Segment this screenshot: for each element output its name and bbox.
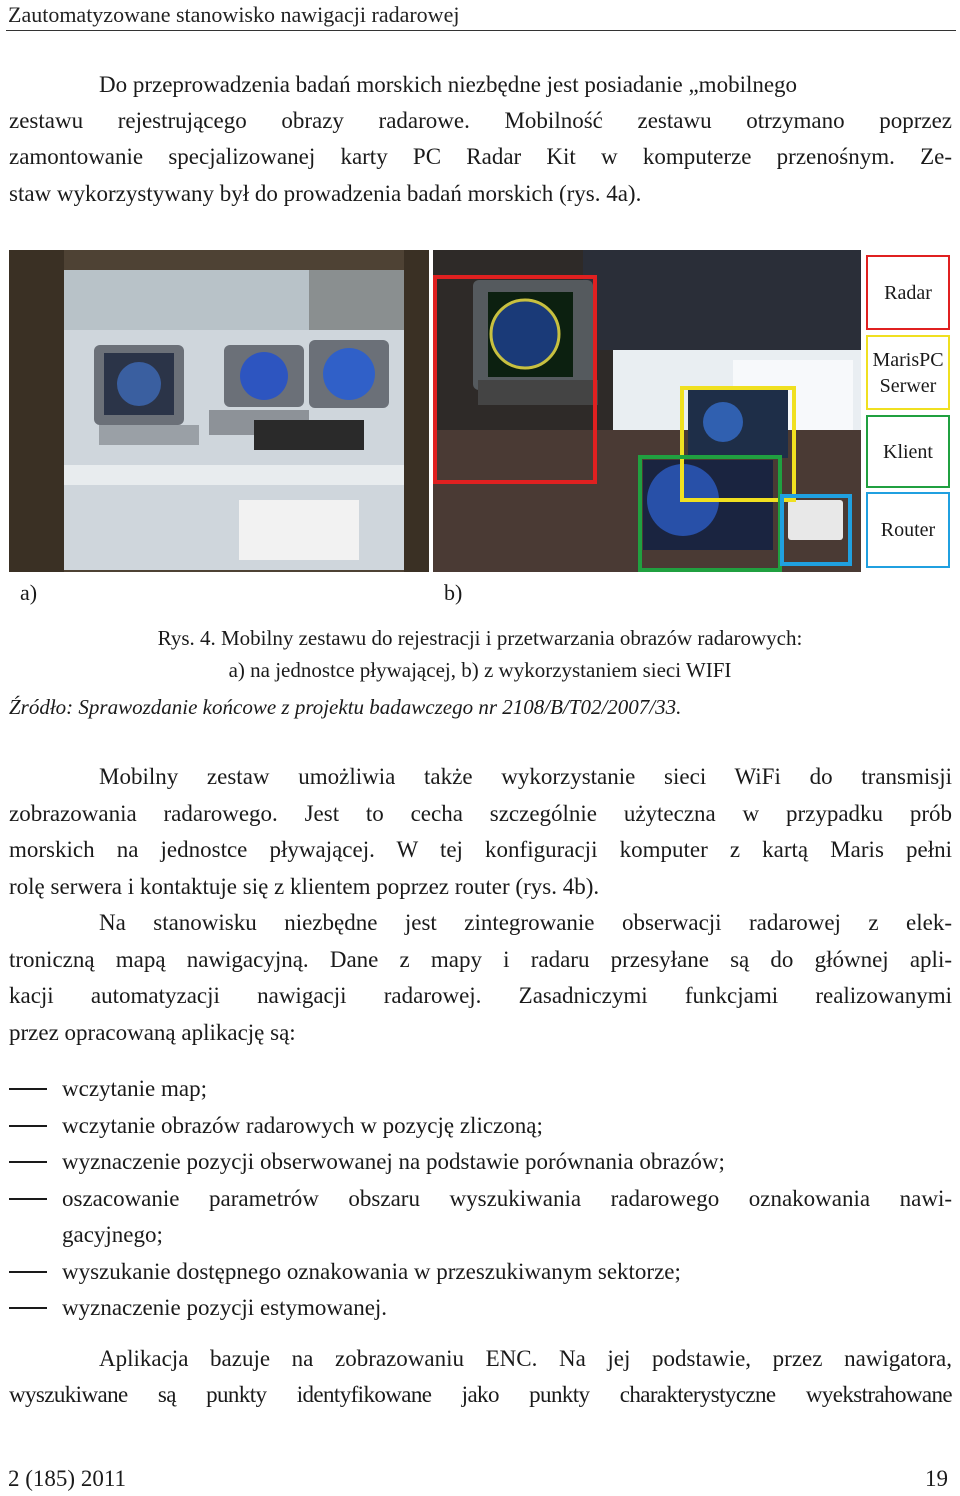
dash-bullet-icon [9,1307,47,1309]
footer-issue: 2 (185) 2011 [8,1466,126,1491]
dash-bullet-icon [9,1198,47,1200]
caption-line: a) na jednostce pływającej, b) z wykorzystaniem sieci WIFI [228,658,732,682]
list-item: wyznaczenie pozycji estymowanej. [9,1290,952,1327]
list-item: wyszukanie dostępnego oznakowania w przeszukiwanym sektorze; [9,1254,952,1291]
text-line: wyszukiwane są punkty identyfikowane jako punkty charakterystyczne wyekstrahowane [9,1382,952,1407]
figure-caption [40,622,920,686]
text-line: rolę serwera i kontaktuje się z klientem poprzez router (rys. 4b). [9,874,600,899]
photo-a-illustration [9,250,429,572]
function-list [9,1071,952,1327]
text-line: Na stanowisku niezbędne jest zintegrowanie obserwacji radarowej z elek- [99,910,952,935]
dash-bullet-icon [9,1161,47,1163]
dash-bullet-icon [9,1088,47,1090]
text-line: troniczną mapą nawigacyjną. Dane z mapy i radaru przesyłane są do głównej apli- [9,947,952,972]
dash-bullet-icon [9,1271,47,1273]
text-line: kacji automatyzacji nawigacji radarowej. Zasadniczymi funkcjami realizowanymi [9,983,952,1008]
legend-klient: Klient [866,415,950,488]
dash-bullet-icon [9,1125,47,1127]
figure-source: Źródło: Sprawozdanie końcowe z projektu badawczego nr 2108/B/T02/2007/33. [9,695,682,719]
list-item: wyznaczenie pozycji obserwowanej na podstawie porównania obrazów; [9,1144,952,1181]
footer-page-number: 19 [925,1466,948,1491]
header-rule [6,30,956,31]
text-line: zobrazowania radarowego. Jest to cecha szczególnie użyteczna w przypadku prób [9,801,952,826]
text-line: zestawu rejestrującego obrazy radarowe. Mobilność zestawu otrzymano poprzez [9,108,952,133]
text-line: przez opracowaną aplikację są: [9,1020,296,1045]
legend-marispc-serwer: MarisPC Serwer [866,335,950,410]
text-line: Mobilny zestaw umożliwia także wykorzystanie sieci WiFi do transmisji [99,764,952,789]
page-header-title: Zautomatyzowane stanowisko nawigacji radarowej [8,2,460,27]
legend-router: Router [866,492,950,568]
photo-b-illustration [433,250,861,572]
text-line: morskich na jednostce pływającej. W tej konfiguracji komputer z kartą Maris pełni [9,837,952,862]
list-item: oszacowanie parametrów obszaru wyszukiwania radarowego oznakowania nawi- gacyjnego; [9,1181,952,1254]
text-line: zamontowanie specjalizowanej karty PC Radar Kit w komputerze przenośnym. Ze- [9,144,952,169]
figure-label-b: b) [444,580,463,605]
photo-a-ship-station [9,250,429,572]
caption-line: Rys. 4. Mobilny zestawu do rejestracji i przetwarzania obrazów radarowych: [157,626,803,650]
legend-radar: Radar [866,255,950,330]
list-item: wczytanie map; [9,1071,952,1108]
text-line: Aplikacja bazuje na zobrazowaniu ENC. Na jej podstawie, przez nawigatora, [99,1346,952,1371]
text-line: Do przeprowadzenia badań morskich niezbędne jest posiadanie „mobilnego [99,72,798,97]
list-item: wczytanie obrazów radarowych w pozycję zliczoną; [9,1108,952,1145]
text-line: staw wykorzystywany był do prowadzenia badań morskich (rys. 4a). [9,181,642,206]
figure-label-a: a) [20,580,38,605]
photo-b-wifi-station [433,250,861,572]
